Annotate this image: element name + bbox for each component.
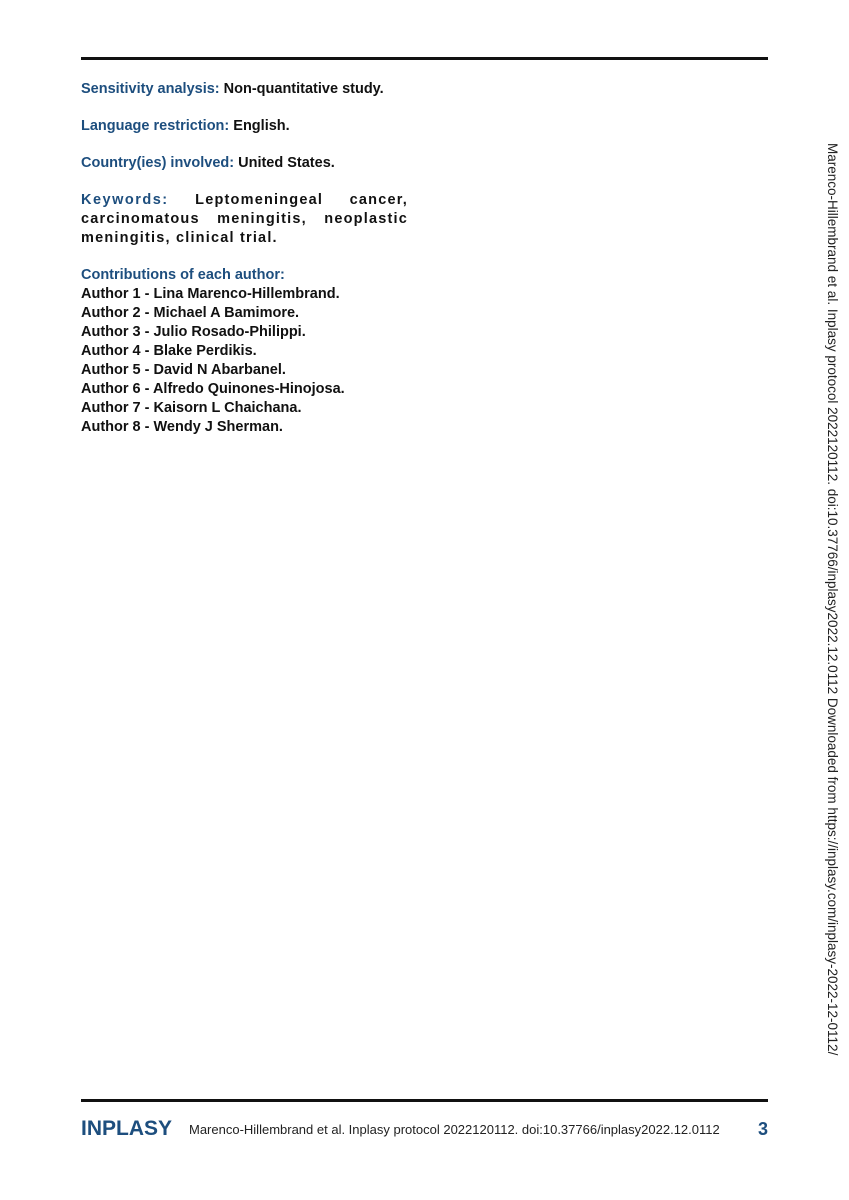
list-item: Author 4 - Blake Perdikis. bbox=[81, 343, 257, 359]
language-restriction bbox=[81, 117, 408, 136]
author-list bbox=[81, 285, 408, 437]
language-value: English. bbox=[233, 118, 290, 134]
list-item: Author 2 - Michael A Bamimore. bbox=[81, 305, 300, 321]
list-item: Author 3 - Julio Rosado-Philippi. bbox=[81, 324, 306, 340]
list-item: Author 7 - Kaisorn L Chaichana. bbox=[81, 400, 302, 416]
bottom-divider bbox=[81, 1099, 768, 1102]
main-content bbox=[81, 80, 408, 437]
keywords bbox=[81, 191, 408, 248]
inplasy-logo: INPLASY bbox=[81, 1117, 173, 1140]
download-watermark: Marenco-Hillembrand et al. Inplasy protocol 2022120112. doi:10.37766/inplasy2022.12.0112 Downloaded from https://inplasy.com/inplasy-2022-12-0112/ bbox=[825, 143, 840, 1056]
list-item: Author 8 - Wendy J Sherman. bbox=[81, 419, 283, 435]
footer-citation: Marenco-Hillembrand et al. Inplasy protocol 2022120112. doi:10.37766/inplasy2022.12.0112 bbox=[189, 1122, 720, 1137]
page-number: 3 bbox=[758, 1119, 769, 1139]
country-value: United States. bbox=[238, 155, 335, 171]
top-divider bbox=[81, 57, 768, 60]
list-item: Author 1 - Lina Marenco-Hillembrand. bbox=[81, 286, 340, 302]
language-label: Language restriction: bbox=[81, 118, 230, 134]
countries-involved bbox=[81, 154, 408, 173]
contributions-label: Contributions of each author: bbox=[81, 267, 285, 283]
keywords-value: Leptomeningeal cancer, carcinomatous meningitis, neoplastic meningitis, clinical trial. bbox=[81, 192, 408, 246]
keywords-label: Keywords: bbox=[81, 192, 169, 208]
list-item: Author 5 - David N Abarbanel. bbox=[81, 362, 286, 378]
contributions bbox=[81, 266, 408, 437]
list-item: Author 6 - Alfredo Quinones-Hinojosa. bbox=[81, 381, 345, 397]
sensitivity-value: Non-quantitative study. bbox=[223, 81, 384, 97]
country-label: Country(ies) involved: bbox=[81, 155, 235, 171]
sensitivity-label: Sensitivity analysis: bbox=[81, 81, 220, 97]
sensitivity-analysis bbox=[81, 80, 408, 99]
